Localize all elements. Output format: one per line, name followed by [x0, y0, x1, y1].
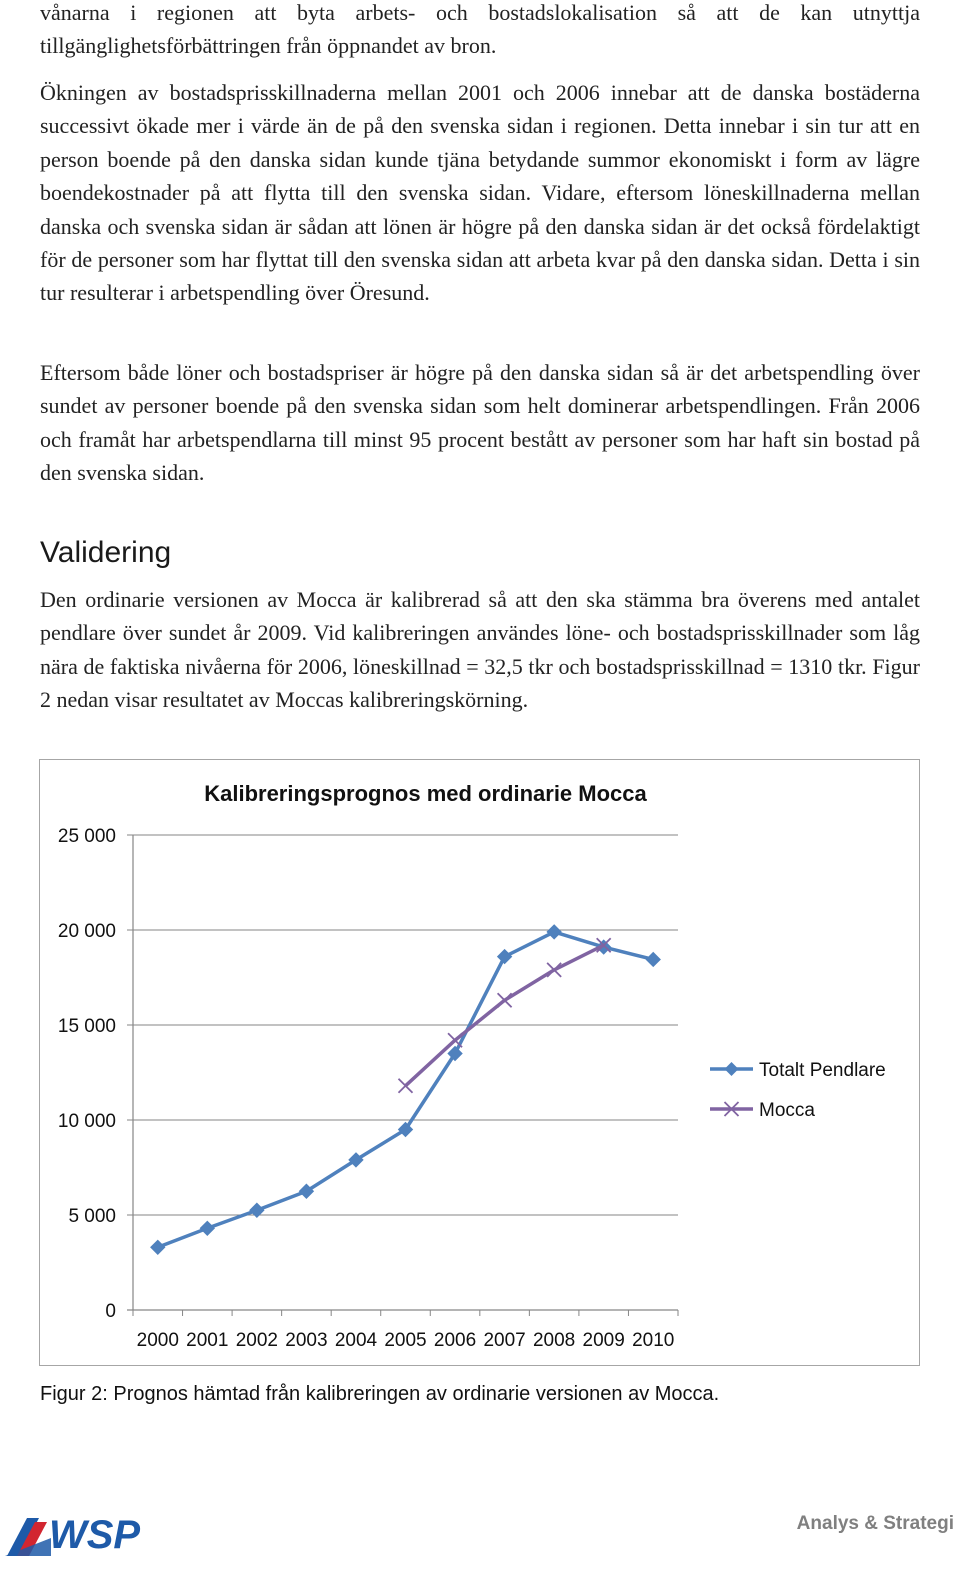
x-tick-label: 2003	[285, 1330, 328, 1351]
x-tick-label: 2007	[483, 1330, 526, 1351]
series-line-mocca	[406, 945, 604, 1086]
data-point-mocca	[399, 1079, 413, 1093]
x-tick-label: 2004	[334, 1330, 378, 1351]
wsp-logo	[5, 1508, 165, 1558]
chart-title: Kalibreringsprognos med ordinarie Mocca	[204, 781, 647, 806]
y-tick-label: 20 000	[57, 921, 116, 942]
paragraph-housing-price-differences: Ökningen av bostadsprisskillnaderna mellan 2001 och 2006 innebar att de danska bostäderna successivt ökade mer i värde än de på den svenska sidan i regionen. Detta innebar i sin tur att en person boende på den danska sidan kunde tjäna betydande summor ekonomiskt i form av lägre boendekostnader på att flytta till den svenska sidan. Vidare, eftersom löneskillnaderna mellan danska och svenska sidan är sådan att lönen är högre på den danska sidan är det också fördelaktigt för de personer som har flyttat till den svenska sidan att arbeta kvar på den danska sidan. Detta i sin tur resulterar i arbetspendling över Öresund.	[40, 80, 920, 306]
series-line-totalt-pendlare	[158, 932, 653, 1247]
y-tick-label: 10 000	[57, 1111, 116, 1132]
line-chart	[40, 760, 919, 1365]
data-point-totalt-pendlare	[547, 925, 561, 939]
x-tick-label: 2008	[532, 1330, 576, 1351]
x-tick-label: 2000	[136, 1330, 179, 1351]
legend-label-mocca: Mocca	[759, 1100, 815, 1121]
section-heading-validering: Validering	[40, 536, 172, 569]
data-point-mocca	[498, 993, 512, 1007]
figure-caption: Figur 2: Prognos hämtad från kalibreringen av ordinarie versionen av Mocca.	[40, 1383, 720, 1405]
y-tick-label: 15 000	[57, 1016, 116, 1037]
paragraph-validation: Den ordinarie versionen av Mocca är kalibrerad så att den ska stämma bra överens med antalet pendlare över sundet år 2009. Vid kalibreringen användes löne- och bostadsprisskillnader som låg nära de faktiska nivåerna för 2006, löneskillnad = 32,5 tkr och bostadsprisskillnad = 1310 tkr. Figur 2 nedan visar resultatet av Moccas kalibreringskörning.	[40, 587, 920, 713]
legend-label-totalt-pendlare: Totalt Pendlare	[759, 1060, 886, 1081]
x-tick-label: 2009	[582, 1330, 625, 1351]
y-tick-label: 5 000	[68, 1206, 116, 1227]
y-tick-label: 25 000	[57, 826, 116, 847]
data-point-totalt-pendlare	[646, 952, 660, 966]
footer-department-label: Analys & Strategi	[796, 1513, 954, 1534]
x-tick-label: 2010	[632, 1330, 675, 1351]
legend-marker-totalt-pendlare	[725, 1062, 739, 1076]
paragraph-intro-continuation: vånarna i regionen att byta arbets- och bostadslokalisation så att de kan utnyttja tillgänglighetsförbättringen från öppnandet av bron.	[40, 0, 920, 59]
data-point-totalt-pendlare	[151, 1240, 165, 1254]
data-point-mocca	[547, 963, 561, 977]
figure-chart-frame	[39, 759, 920, 1366]
data-point-totalt-pendlare	[498, 950, 512, 964]
y-tick-label: 0	[105, 1301, 116, 1322]
x-tick-label: 2002	[235, 1330, 279, 1351]
logo-wordmark: WSP	[49, 1513, 141, 1557]
paragraph-commuting-dominance: Eftersom både löner och bostadspriser är högre på den danska sidan så är det arbetspendling över sundet av personer boende på den svenska sidan som helt dominerar arbetspendlingen. Från 2006 och framåt har arbetspendlarna till minst 95 procent bestått av personer som har haft sin bostad på den svenska sidan.	[40, 360, 920, 486]
data-point-totalt-pendlare	[200, 1221, 214, 1235]
x-tick-label: 2005	[384, 1330, 427, 1351]
x-tick-label: 2001	[186, 1330, 229, 1351]
x-tick-label: 2006	[433, 1330, 477, 1351]
